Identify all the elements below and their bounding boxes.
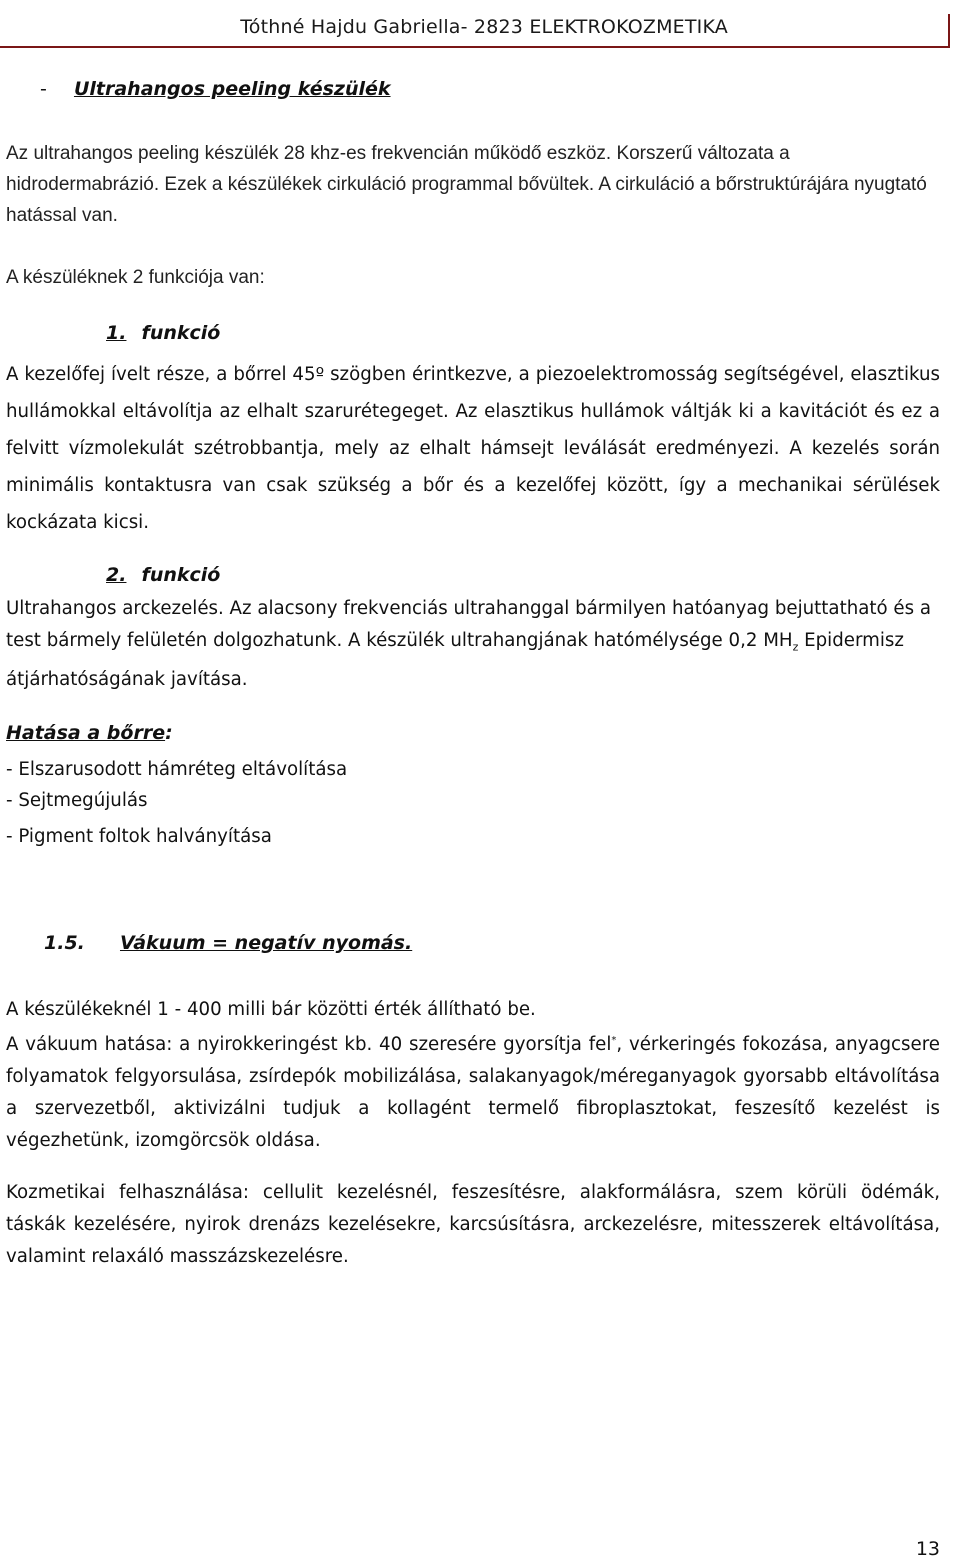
function-1-heading	[106, 322, 960, 344]
function-2-text	[6, 593, 940, 696]
effects-item: - Sejtmegújulás	[6, 790, 148, 811]
effects-title: Hatása a bőrre	[6, 722, 166, 744]
effects-heading	[6, 722, 940, 744]
function-2-subscript: z	[792, 640, 799, 654]
function-1-title: funkció	[141, 322, 221, 344]
vacuum-footnote-mark: *	[611, 1035, 617, 1046]
function-2-number: 2.	[106, 564, 127, 586]
header-rule	[0, 46, 950, 48]
effects-item: - Elszarusodott hámréteg eltávolítása	[6, 759, 348, 780]
function-2-title: funkció	[141, 564, 221, 586]
page-number: 13	[915, 1538, 940, 1560]
intro-paragraph: Az ultrahangos peeling készülék 28 khz-es frekvencián működő eszköz. Korszerű változata a hidrodermabrázió. Ezek a készülékek cirkuláció programmal bővültek. A cirkuláció a bőrstruktúrájára nyugtató hatással van.	[6, 143, 927, 226]
page-header	[0, 14, 960, 48]
vacuum-effect-a: A vákuum hatása: a nyirokkeringést kb. 40 szeresére gyorsítja fel	[6, 1034, 612, 1056]
function-2-heading	[106, 564, 960, 586]
heading-title: Ultrahangos peeling készülék	[73, 78, 391, 100]
cosmetic-use-text: Kozmetikai felhasználása: cellulit kezelésnél, feszesítésre, alakformálásra, szem körüli ödémák, táskák kezelésére, nyirok drenázs kezelésekre, karcsúsításra, arckezelésre, mitesszerek eltávolítása, valamint relaxáló masszázskezelésre.	[6, 1182, 940, 1267]
heading-dash: -	[40, 78, 47, 100]
header-corner-rule	[948, 14, 950, 48]
vacuum-range-text: A készülékeknél 1 - 400 milli bár közötti érték állítható be.	[6, 999, 536, 1020]
section-title: Vákuum = negatív nyomás.	[119, 932, 413, 954]
effects-list	[6, 754, 940, 858]
vacuum-effect-text	[6, 1025, 940, 1157]
effects-colon: :	[165, 722, 173, 744]
functions-count: A készüléknek 2 funkciója van:	[6, 267, 265, 288]
header-title: Tóthné Hajdu Gabriella- 2823 ELEKTROKOZMETIKA	[240, 16, 728, 38]
function-1-text: A kezelőfej ívelt része, a bőrrel 45º szögben érintkezve, a piezoelektromosság segítségével, elasztikus hullámokkal eltávolítja az elhalt szarurétegeget. Az elasztikus hullámok váltják ki a kavitációt és ez a felvitt vízmolekulát szétrobbantja, mely az elhalt hámsejt leválását eredményezi. A kezelés során minimális kontaktusra van csak szükség a bőr és a kezelőfej között, így a mechanikai sérülések kockázata kicsi.	[6, 364, 940, 533]
section-number: 1.5.	[44, 932, 85, 954]
effects-item: - Pigment foltok halványítása	[6, 826, 272, 847]
function-2-text-a: Ultrahangos arckezelés. Az alacsony frekvenciás ultrahanggal bármilyen hatóanyag bejuttatható és a test bármely felületén dolgozhatunk. A készülék ultrahangjának hatómélysége 0,2 MH	[6, 598, 932, 651]
vacuum-effect-b: , vérkeringés fokozása, anyagcsere folyamatok felgyorsulása, zsírdepók mobilizálása, salakanyagok/méreganyagok gyorsabb eltávolítása a szervezetből, aktivizálni tudjuk a kollagént termelő fibroplasztokat, feszesítő kezelést is végezhetünk, izomgörcsök oldása.	[6, 1034, 940, 1152]
function-2-text-b: Epidermisz átjárhatóságának javítása.	[6, 630, 904, 690]
function-1-number: 1.	[106, 322, 127, 344]
section-heading-vacuum	[44, 932, 960, 954]
section-heading-ultrasound	[40, 78, 960, 100]
